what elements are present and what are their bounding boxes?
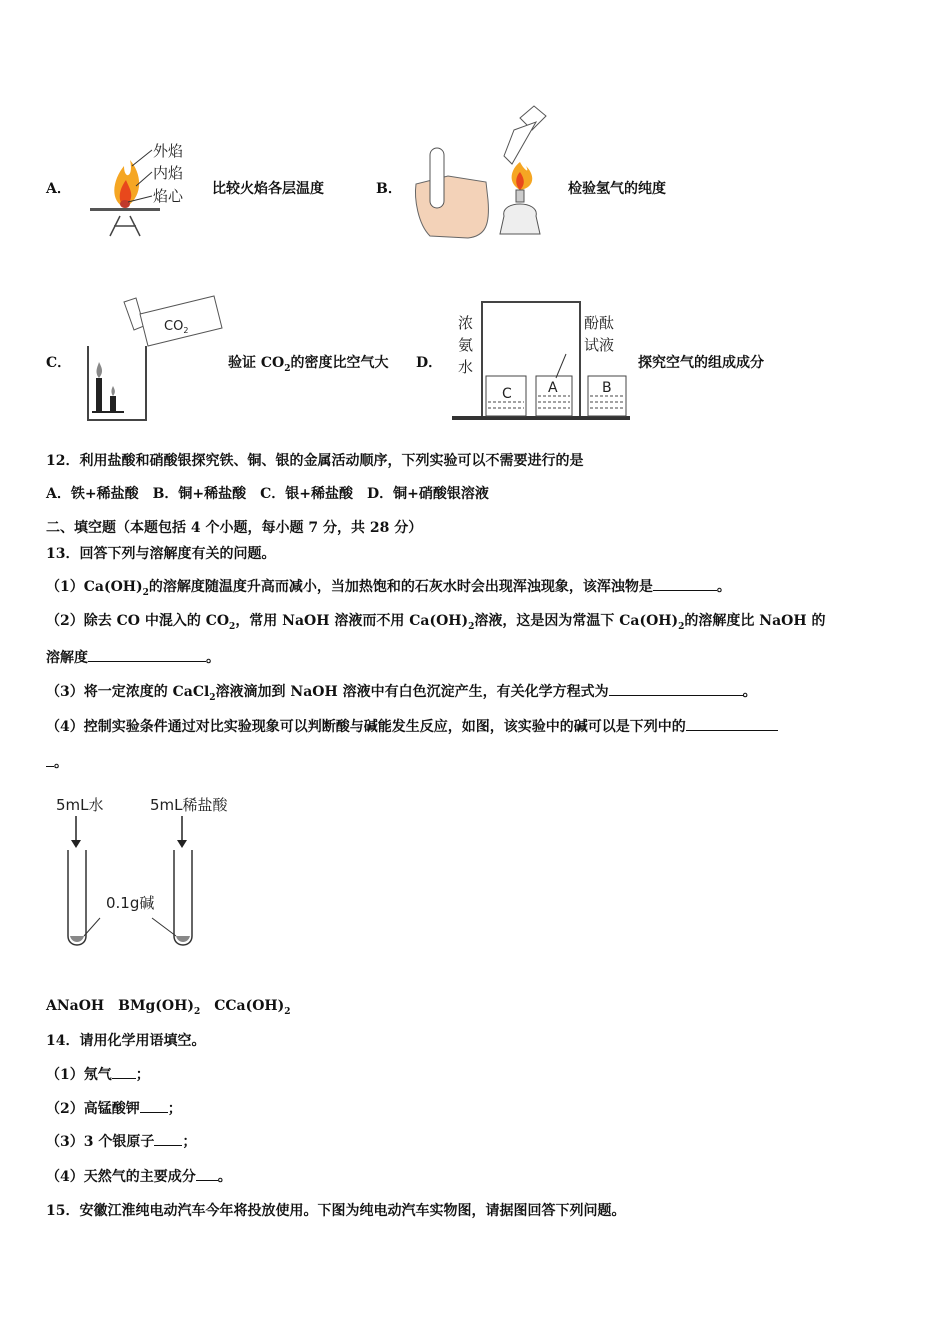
alkali-label: 0.1g碱	[106, 894, 155, 912]
flame-label-core: 焰心	[153, 187, 184, 205]
q14-item-2	[46, 1098, 182, 1118]
q13-p2-sub3: 2	[678, 621, 685, 632]
q13-opts-a: ANaOH BMg(OH)	[46, 998, 194, 1014]
q12-stem: 12．利用盐酸和硝酸银探究铁、铜、银的金属活动顺序，下列实验可以不需要进行的是	[46, 453, 584, 469]
ammonia-label-2: 氨	[458, 336, 474, 354]
ammonia-diffusion-figure	[452, 298, 632, 424]
q15-stem: 15．安徽江淮纯电动汽车今年将投放使用。下图为纯电动汽车实物图，请据图回答下列问题。	[46, 1203, 626, 1219]
q13-part2-cont	[46, 647, 220, 667]
q13-choice-options	[46, 995, 291, 1017]
q13-p3-sub: 2	[209, 692, 216, 703]
option-b-letter: B．	[376, 181, 402, 197]
q13-stem: 13．回答下列与溶解度有关的问题。	[46, 546, 276, 562]
beaker-label-b: B	[602, 380, 612, 396]
q14-item-2-blank[interactable]	[140, 1099, 168, 1113]
q14-item-3-text: （3）3 个银原子	[46, 1134, 155, 1150]
q13-p2-c: 溶液，这是因为常温下 Ca(OH)	[474, 613, 679, 629]
q13-p2-b: ，常用 NaOH 溶液而不用 Ca(OH)	[235, 613, 469, 629]
phenolphthalein-label-1: 酚酞	[584, 314, 615, 332]
option-b-caption: 检验氢气的纯度	[568, 181, 666, 197]
option-a-caption: 比较火焰各层温度	[212, 181, 324, 197]
q14-item-3	[46, 1131, 196, 1151]
q13-p1-b: 的溶解度随温度升高而减小，当加热饱和的石灰水时会出现浑浊现象，该浑浊物是	[148, 579, 653, 595]
option-c-caption-sub: 2	[284, 363, 291, 374]
flame-label-inner: 内焰	[153, 164, 184, 182]
q13-p2-sub: 2	[229, 621, 236, 632]
q13-p4-end: 。	[54, 755, 68, 771]
option-c-caption-post: 的密度比空气大	[290, 355, 389, 371]
option-c-letter: C．	[46, 355, 72, 371]
section-2-heading: 二、填空题（本题包括 4 个小题，每小题 7 分，共 28 分）	[46, 520, 423, 536]
q14-item-2-end: ；	[167, 1101, 182, 1117]
q13-part1	[46, 576, 731, 598]
q14-item-4-end: 。	[217, 1169, 232, 1185]
co2-gas-sub: 2	[183, 326, 189, 335]
q14-item-2-text: （2）高锰酸钾	[46, 1101, 140, 1117]
tube-right-label: 5mL稀盐酸	[150, 796, 228, 814]
q13-p2-blank[interactable]	[88, 648, 206, 662]
flame-label-outer: 外焰	[153, 142, 184, 160]
q14-item-1-text: （1）氖气	[46, 1067, 112, 1083]
q13-p1-sub: 2	[142, 587, 149, 598]
phenolphthalein-label-2: 试液	[584, 336, 615, 354]
q13-p3-end: 。	[742, 684, 757, 700]
ammonia-label-3: 水	[458, 358, 474, 376]
flame-layers-figure	[90, 138, 200, 238]
option-a-letter: A．	[46, 181, 71, 197]
q14-item-4-blank[interactable]	[196, 1167, 218, 1181]
option-c-caption-pre: 验证 CO	[228, 355, 285, 371]
q13-opts-sub1: 2	[193, 1006, 201, 1017]
q13-p1-end: 。	[716, 579, 731, 595]
q13-part4-cont	[46, 752, 68, 772]
q12-options: A．铁+稀盐酸 B．铜+稀盐酸 C．银+稀盐酸 D．铜+硝酸银溶液	[46, 486, 489, 502]
q13-opts-sub2: 2	[284, 1006, 291, 1017]
q14-item-1-blank[interactable]	[112, 1065, 136, 1079]
q13-p2-end: 。	[206, 650, 220, 666]
option-d-letter: D．	[416, 355, 443, 371]
ammonia-label-1: 浓	[458, 314, 474, 332]
q13-p4-a: （4）控制实验条件通过对比实验现象可以判断酸与碱能发生反应，如图，该实验中的碱可以是下列中的	[46, 719, 686, 735]
q13-part2	[46, 610, 825, 632]
hydrogen-purity-figure	[408, 104, 558, 244]
q13-p3-a: （3）将一定浓度的 CaCl	[46, 684, 210, 700]
q13-p1-a: （1）Ca(OH)	[46, 579, 143, 595]
q14-item-4	[46, 1166, 232, 1186]
q13-part4	[46, 716, 778, 736]
beaker-label-a: A	[548, 380, 558, 396]
q13-p2-d: 的溶解度比 NaOH 的	[684, 613, 826, 629]
q13-p4-blank-tail[interactable]	[46, 753, 54, 767]
option-c-caption	[228, 352, 388, 374]
beaker-label-c: C	[502, 386, 512, 402]
q13-p4-blank[interactable]	[686, 717, 778, 731]
q13-opts-b: CCa(OH)	[200, 998, 285, 1014]
q13-p3-blank[interactable]	[609, 682, 743, 696]
option-d-caption: 探究空气的组成成分	[638, 355, 764, 371]
q13-p2-e: 溶解度	[46, 650, 88, 666]
q14-item-3-end: ；	[182, 1134, 197, 1150]
q14-item-3-blank[interactable]	[154, 1132, 182, 1146]
q13-p1-blank[interactable]	[653, 577, 717, 591]
q13-p2-a: （2）除去 CO 中混入的 CO	[46, 613, 230, 629]
q13-p3-b: 溶液滴加到 NaOH 溶液中有白色沉淀产生，有关化学方程式为	[215, 684, 609, 700]
q14-item-1	[46, 1064, 150, 1084]
co2-density-figure	[84, 294, 224, 424]
test-tube-figure	[50, 790, 250, 955]
q14-stem: 14．请用化学用语填空。	[46, 1033, 206, 1049]
q13-p2-sub2: 2	[468, 621, 475, 632]
q14-item-4-text: （4）天然气的主要成分	[46, 1169, 196, 1185]
tube-left-label: 5mL水	[56, 796, 104, 814]
q13-part3	[46, 681, 757, 703]
q14-item-1-end: ；	[135, 1067, 150, 1083]
co2-gas-label: CO	[164, 319, 184, 334]
